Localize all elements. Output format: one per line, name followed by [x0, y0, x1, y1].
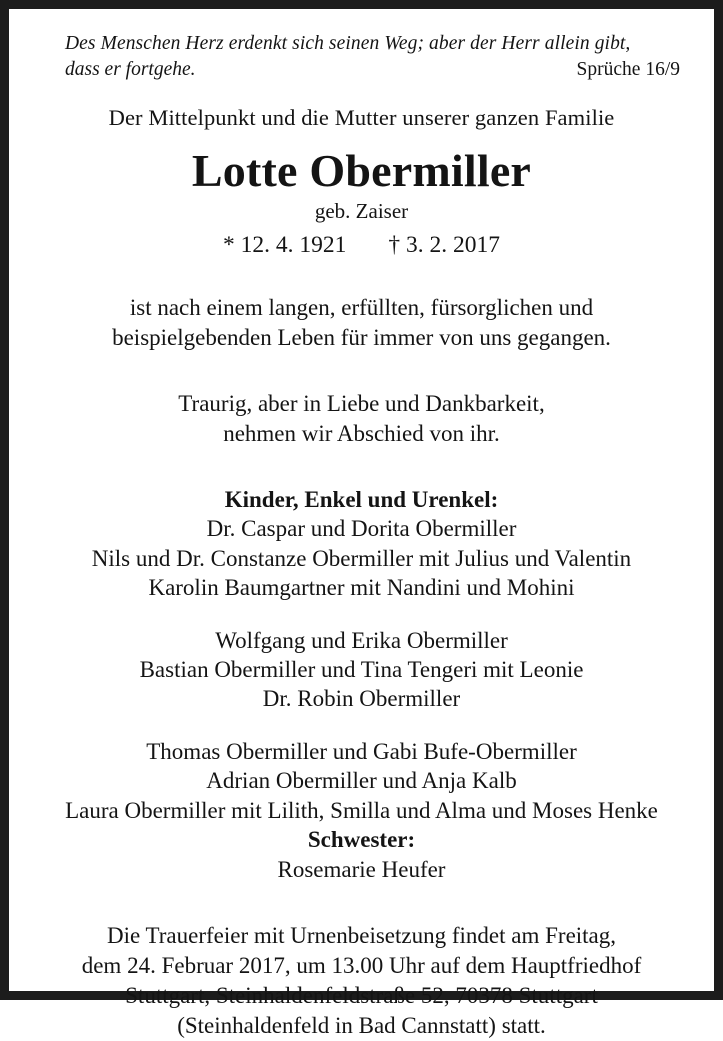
death-date: † 3. 2. 2017: [388, 232, 500, 259]
survivor-group-2: [37, 626, 686, 714]
intro-line: Der Mittelpunkt und die Mutter unserer ganzen Familie: [108, 105, 615, 131]
obituary-notice: [9, 9, 714, 1038]
survivor-line: Thomas Obermiller und Gabi Bufe-Obermiller: [146, 738, 577, 764]
farewell-line-2: nehmen wir Abschied von ihr.: [223, 420, 500, 446]
survivor-line: Karolin Baumgartner mit Nandini und Mohini: [148, 575, 575, 601]
epigraph-line-1: Des Menschen Herz erdenkt sich seinen Weg; aber der Herr allein gibt,: [65, 33, 631, 54]
funeral-details: [37, 921, 686, 1041]
survivor-group-3: [37, 737, 686, 825]
funeral-line-1: Die Trauerfeier mit Urnenbeisetzung findet am Freitag,: [106, 923, 617, 949]
farewell-line-1: Traurig, aber in Liebe und Dankbarkeit,: [178, 391, 545, 416]
sister-heading: Schwester:: [307, 827, 416, 853]
sister-group: [37, 825, 686, 884]
epigraph-source-row: [37, 57, 686, 83]
children-heading: Kinder, Enkel und Urenkel:: [224, 486, 499, 512]
survivor-line: Bastian Obermiller und Tina Tengeri mit Leonie: [139, 656, 584, 682]
passing-line-2: beispielgebenden Leben für immer von uns gegangen.: [112, 325, 611, 351]
farewell-paragraph: [37, 389, 686, 449]
passing-line-1: ist nach einem langen, erfüllten, fürsorglichen und: [129, 295, 594, 321]
survivor-line: Dr. Robin Obermiller: [262, 686, 461, 712]
survivor-line: Laura Obermiller mit Lilith, Smilla und Alma und Moses Henke: [65, 797, 658, 823]
epigraph-source: Sprüche 16/9: [576, 58, 680, 80]
funeral-line-2: dem 24. Februar 2017, um 13.00 Uhr auf dem Hauptfriedhof: [81, 952, 642, 978]
survivor-group-1: [37, 514, 686, 602]
survivor-line: Wolfgang und Erika Obermiller: [215, 627, 508, 653]
survivor-line: Dr. Caspar und Dorita Obermiller: [206, 516, 517, 542]
sister-name: Rosemarie Heufer: [277, 856, 446, 882]
survivor-line: Adrian Obermiller und Anja Kalb: [206, 768, 517, 794]
survivors-section: [37, 485, 686, 884]
birth-date: * 12. 4. 1921: [223, 232, 347, 259]
life-dates: [37, 232, 686, 259]
passing-paragraph: [37, 293, 686, 353]
epigraph-line-2: dass er fortgehe.: [65, 58, 196, 80]
survivor-line: Nils und Dr. Constanze Obermiller mit Julius und Valentin: [91, 545, 632, 571]
funeral-line-3: Stuttgart, Steinhaldenfeldstraße 52, 70378 Stuttgart: [125, 982, 598, 1008]
deceased-name: Lotte Obermiller: [191, 145, 532, 197]
maiden-name: geb. Zaiser: [314, 199, 409, 224]
funeral-line-4: (Steinhaldenfeld in Bad Cannstatt) statt.: [177, 1012, 546, 1038]
